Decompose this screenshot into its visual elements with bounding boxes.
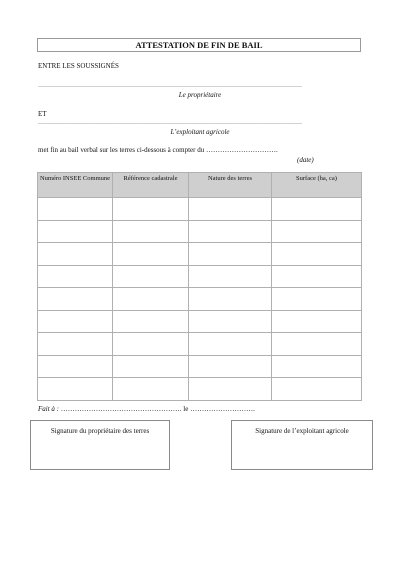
table-row [38, 220, 362, 243]
table-cell[interactable] [113, 198, 189, 221]
table-cell[interactable] [38, 220, 113, 243]
done-at-line [38, 405, 255, 414]
table-cell[interactable] [272, 333, 362, 356]
table-cell[interactable] [189, 198, 272, 221]
table-cell[interactable] [189, 378, 272, 401]
table-cell[interactable] [38, 310, 113, 333]
table-row [38, 243, 362, 266]
table-row [38, 288, 362, 311]
farmer-name-dotted-line: …………………………………………………………………………………………………………………… [38, 120, 302, 126]
table-cell[interactable] [189, 288, 272, 311]
table-cell[interactable] [38, 288, 113, 311]
header-land-type: Nature des terres [189, 173, 272, 198]
table-cell[interactable] [38, 378, 113, 401]
table-cell[interactable] [113, 378, 189, 401]
table-cell[interactable] [38, 333, 113, 356]
owner-caption: Le propriétaire [178, 91, 222, 99]
document-title: ATTESTATION DE FIN DE BAIL [37, 38, 361, 52]
table-cell[interactable] [38, 355, 113, 378]
date-caption: (date) [297, 156, 314, 164]
owner-signature-label: Signature du propriétaire des terres [50, 427, 150, 435]
table-row [38, 310, 362, 333]
and-word: ET [38, 110, 47, 118]
table-row [38, 265, 362, 288]
table-cell[interactable] [272, 310, 362, 333]
on-label: le [183, 405, 189, 413]
table-cell[interactable] [189, 243, 272, 266]
table-header-row [38, 173, 362, 198]
end-statement: met fin au bail verbal sur les terres ci-dessous à compter du …………………………. [38, 146, 278, 154]
done-at-label: Fait à : [38, 405, 59, 413]
table-row [38, 378, 362, 401]
on-dots[interactable]: ………………………. [190, 405, 255, 413]
table-cell[interactable] [38, 243, 113, 266]
table-cell[interactable] [113, 288, 189, 311]
table-cell[interactable] [272, 288, 362, 311]
table-cell[interactable] [272, 198, 362, 221]
parcels-table [37, 172, 362, 401]
table-cell[interactable] [189, 220, 272, 243]
table-cell[interactable] [189, 310, 272, 333]
table-cell[interactable] [272, 355, 362, 378]
farmer-signature-box[interactable] [231, 420, 373, 470]
table-cell[interactable] [272, 378, 362, 401]
done-at-dots[interactable]: ……………………………………………. [60, 405, 182, 413]
table-cell[interactable] [189, 265, 272, 288]
table-row [38, 333, 362, 356]
table-cell[interactable] [113, 355, 189, 378]
table-cell[interactable] [272, 243, 362, 266]
table-cell[interactable] [189, 333, 272, 356]
table-row [38, 355, 362, 378]
header-surface: Surface (ha, ca) [272, 173, 362, 198]
table-cell[interactable] [113, 265, 189, 288]
owner-signature-box[interactable] [30, 420, 170, 470]
header-insee: Numéro INSEE Commune [38, 173, 113, 198]
farmer-signature-label: Signature de l’exploitant agricole [255, 427, 349, 435]
parties-intro: ENTRE LES SOUSSIGNÉS [38, 62, 119, 70]
table-cell[interactable] [113, 310, 189, 333]
table-cell[interactable] [38, 265, 113, 288]
table-row [38, 198, 362, 221]
table-cell[interactable] [189, 355, 272, 378]
table-cell[interactable] [113, 243, 189, 266]
table-cell[interactable] [113, 333, 189, 356]
farmer-caption: L’exploitant agricole [170, 128, 230, 136]
table-cell[interactable] [38, 198, 113, 221]
table-cell[interactable] [272, 265, 362, 288]
header-cadastral-ref: Référence cadastrale [113, 173, 189, 198]
table-cell[interactable] [272, 220, 362, 243]
owner-name-dotted-line: …………………………………………………………………………………………………………………… [38, 83, 302, 89]
table-cell[interactable] [113, 220, 189, 243]
